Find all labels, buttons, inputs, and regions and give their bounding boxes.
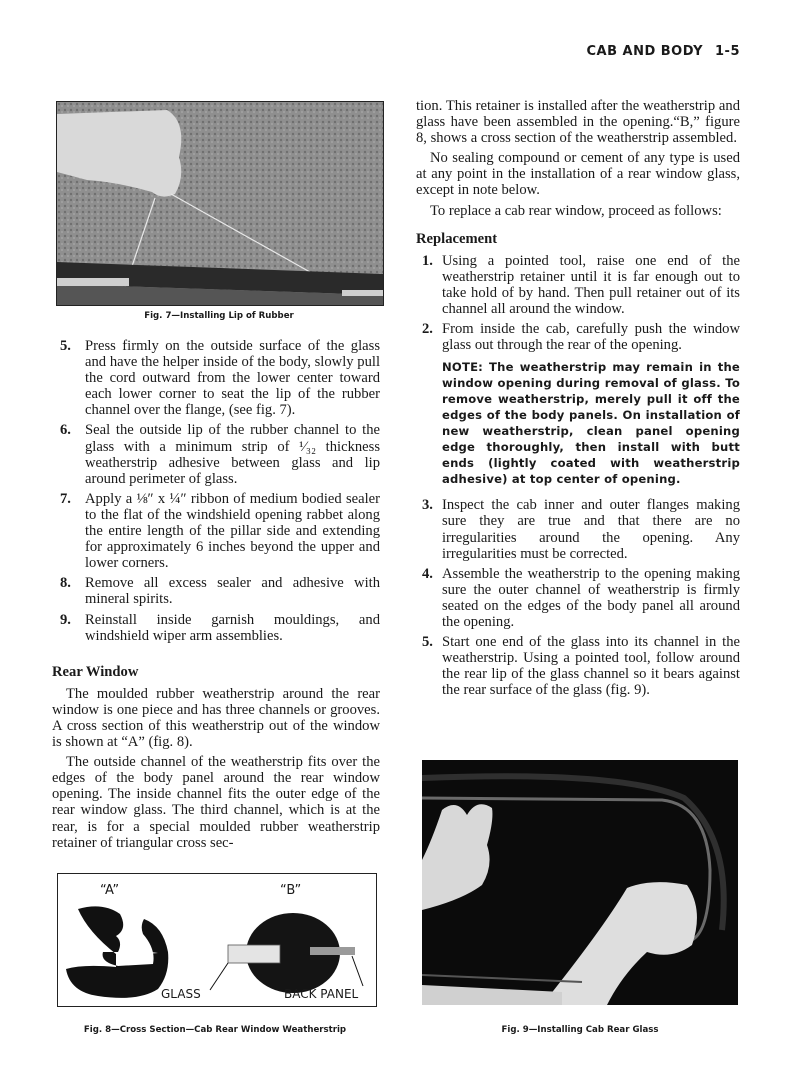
fig8-diagram <box>57 873 377 1007</box>
paragraph: The outside channel of the weatherstrip fits over the edges of the body panel around the rear window opening. The inside channel fits the outer edge of the rear window glass. The third channel, which is at the rear, is for a special moulded rubber weatherstrip retainer of triangular cross sec- <box>52 754 380 851</box>
left-column <box>52 338 380 855</box>
replacement-steps-list-continued <box>416 497 740 698</box>
fig9-illustration <box>422 760 738 1005</box>
label-a: “A” <box>100 883 120 898</box>
running-head <box>586 44 740 59</box>
back-panel-section <box>310 947 355 955</box>
fig8-caption: Fig. 8—Cross Section—Cab Rear Window Weatherstrip <box>83 1025 347 1035</box>
paragraph: No sealing compound or cement of any type is used at any point in the installation of a rear window glass, except in note below. <box>416 150 740 199</box>
back-panel-callout: BACK PANEL <box>284 987 359 1001</box>
note-block: NOTE: The weatherstrip may remain in the window opening during removal of glass. To remove weatherstrip, merely pull it off the edges of the body panels. On installation of new weatherstrip, clean panel opening edge thoroughly, then install with butt ends (lightly coated with weatherstrip adhesive) at top center of opening. <box>442 360 740 487</box>
list-item: 8. Remove all excess sealer and adhesive with mineral spirits. <box>60 575 380 608</box>
list-item: 2. From inside the cab, carefully push the window glass out through the rear of the opening. <box>422 321 740 354</box>
right-column <box>416 98 740 702</box>
glass-section <box>228 945 280 963</box>
list-item: 5. Start one end of the glass into its channel in the weatherstrip. Using a pointed tool, follow around the rear lip of the glass channel so it bears against the rear surface of the glass (fig. 9). <box>422 634 740 699</box>
fig7-photo <box>56 101 384 306</box>
section-title: CAB AND BODY <box>586 44 703 59</box>
fig9-caption: Fig. 9—Installing Cab Rear Glass <box>501 1025 659 1035</box>
fig7-caption: Fig. 7—Installing Lip of Rubber <box>144 311 294 321</box>
paragraph-continuation: tion. This retainer is installed after the weatherstrip and glass have been assembled in the opening.“B,” figure 8, shows a cross section of the weatherstrip assembled. <box>416 98 740 147</box>
rear-window-heading: Rear Window <box>52 663 139 680</box>
paragraph: The moulded rubber weatherstrip around the rear window is one piece and has three channels or grooves. A cross section of this weatherstrip out of the window is shown at “A” (fig. 8). <box>52 685 380 751</box>
label-b: “B” <box>280 883 302 898</box>
replacement-heading: Replacement <box>416 230 498 247</box>
list-item: 9. Reinstall inside garnish mouldings, and windshield wiper arm assemblies. <box>60 611 380 644</box>
replacement-steps-list <box>416 253 740 354</box>
list-item: 4. Assemble the weatherstrip to the opening making sure the outer channel of weatherstrip is firmly seated on the edges of the body panel all around the opening. <box>422 565 740 630</box>
list-item: 7. Apply a ⅛″ x ¼″ ribbon of medium bodied sealer to the flat of the windshield opening rabbet along the entire length of the pillar side and extending for approximately 6 inches beyond the upper and lower corners. <box>60 490 380 572</box>
list-item: 6. Seal the outside lip of the rubber channel to the glass with a minimum strip of ¹⁄₃₂ thickness weatherstrip adhesive between glass and lip around perimeter of glass. <box>60 422 380 487</box>
fig9-photo <box>422 760 738 1005</box>
windshield-steps-list <box>52 338 380 644</box>
glass-callout: GLASS <box>161 987 201 1001</box>
list-item: 5. Press firmly on the outside surface of the glass and have the helper inside of the body, slowly pull the cord outward from the lower center toward each lower corner to seat the lip of the rubber channel over the flange, (see fig. 7). <box>60 338 380 419</box>
fig7-illustration <box>57 102 383 305</box>
weatherstrip-a-shape <box>66 906 168 997</box>
paragraph: To replace a cab rear window, proceed as follows: <box>430 202 722 219</box>
back-panel-callout-line <box>352 956 363 986</box>
page-number: 1-5 <box>715 44 740 59</box>
list-item: 1. Using a pointed tool, raise one end of the weatherstrip retainer until it is far enough out to take hold of by hand. Then pull retainer out of its channel all around the window. <box>422 252 740 318</box>
glass-callout-line <box>210 963 228 990</box>
list-item: 3. Inspect the cab inner and outer flanges making sure they are true and that there are no irregularities around the opening. Any irregularities must be corrected. <box>422 497 740 562</box>
